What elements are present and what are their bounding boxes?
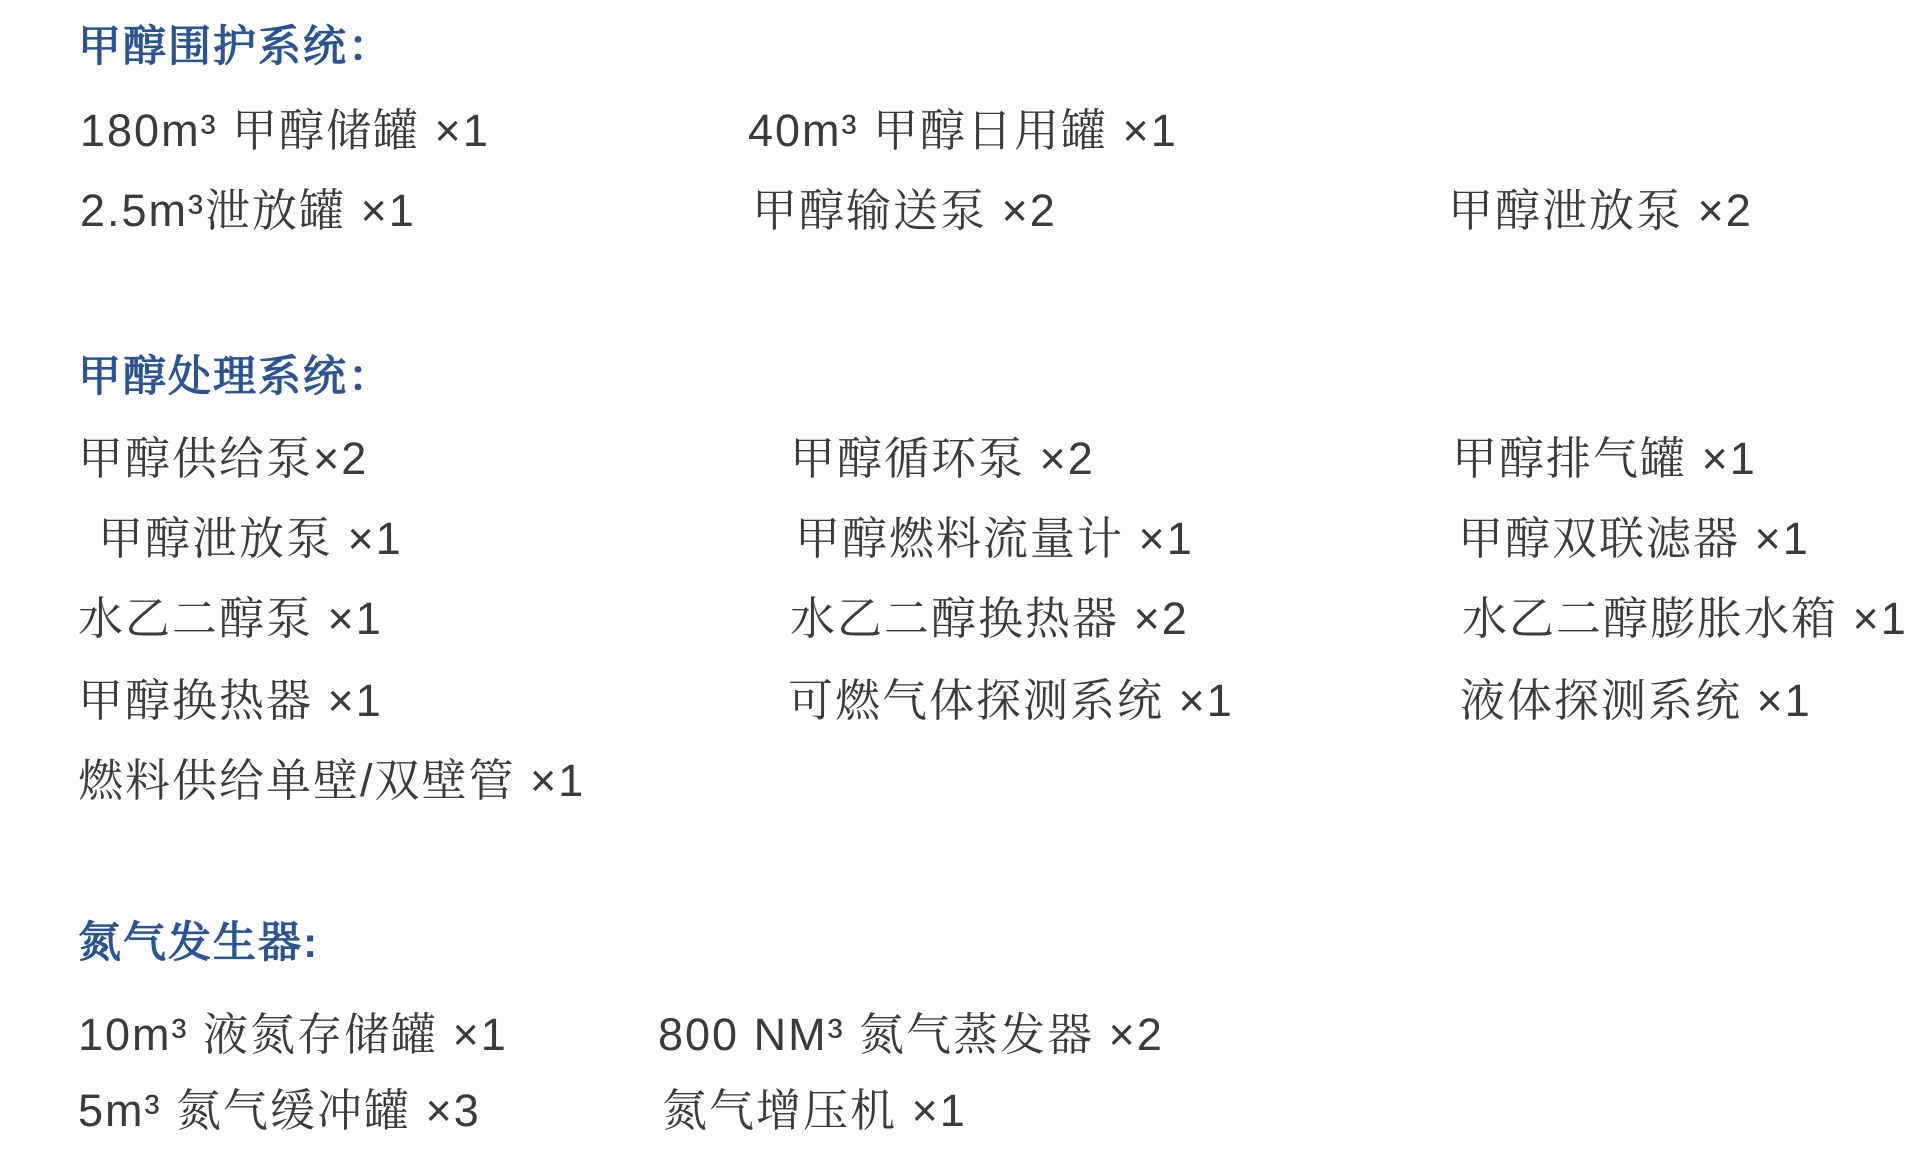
equipment-item: 甲醇泄放泵 ×1 <box>98 513 403 564</box>
equipment-item: 甲醇燃料流量计 ×1 <box>795 513 1194 564</box>
equipment-item: 燃料供给单壁/双壁管 ×1 <box>78 755 586 806</box>
equipment-item: 水乙二醇泵 ×1 <box>78 593 383 644</box>
equipment-item: 甲醇供给泵×2 <box>78 433 369 484</box>
equipment-item: 甲醇双联滤器 ×1 <box>1458 513 1810 564</box>
equipment-item: 水乙二醇换热器 ×2 <box>790 593 1189 644</box>
equipment-item: 液体探测系统 ×1 <box>1460 675 1812 726</box>
equipment-item: 氮气增压机 ×1 <box>662 1085 967 1136</box>
equipment-item: 甲醇输送泵 ×2 <box>752 185 1057 236</box>
equipment-item: 可燃气体探测系统 ×1 <box>788 675 1234 726</box>
equipment-item: 180m³ 甲醇储罐 ×1 <box>80 105 490 156</box>
section-title-nitrogen-generator: 氮气发生器: <box>78 919 320 967</box>
equipment-item: 2.5m³泄放罐 ×1 <box>80 185 416 236</box>
equipment-item: 甲醇排气罐 ×1 <box>1452 433 1757 484</box>
equipment-item: 甲醇循环泵 ×2 <box>790 433 1095 484</box>
equipment-item: 10m³ 液氮存储罐 ×1 <box>78 1009 508 1060</box>
equipment-item: 40m³ 甲醇日用罐 ×1 <box>748 105 1178 156</box>
section-title-methanol-containment: 甲醇围护系统： <box>78 23 393 71</box>
equipment-item: 5m³ 氮气缓冲罐 ×3 <box>78 1085 481 1136</box>
equipment-item: 800 NM³ 氮气蒸发器 ×2 <box>658 1009 1164 1060</box>
section-title-methanol-treatment: 甲醇处理系统： <box>78 353 393 401</box>
equipment-item: 甲醇泄放泵 ×2 <box>1448 185 1753 236</box>
equipment-item: 水乙二醇膨胀水箱 ×1 <box>1462 593 1908 644</box>
equipment-item: 甲醇换热器 ×1 <box>78 675 383 726</box>
